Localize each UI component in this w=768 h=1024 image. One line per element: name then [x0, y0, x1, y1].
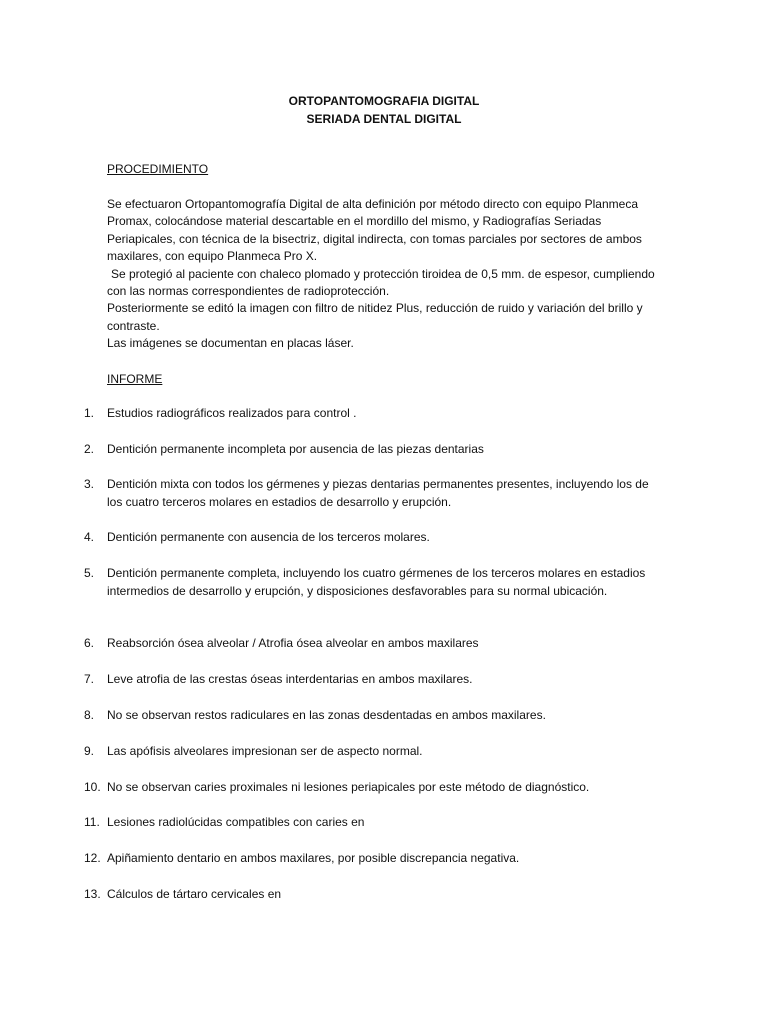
list-item-text: Reabsorción ósea alveolar / Atrofia ósea alveolar en ambos maxilares [107, 636, 479, 650]
list-item-number: 11. [84, 815, 100, 829]
list-item-number: 9. [84, 744, 95, 758]
list-item-number: 10. [84, 780, 101, 794]
list-item-text: Lesiones radiolúcidas compatibles con caries en [107, 815, 365, 829]
procedimiento-paragraph: Las imágenes se documentan en placas láser. [107, 336, 354, 351]
list-item-number: 1. [84, 406, 95, 420]
list-item-number: 7. [84, 672, 95, 686]
list-item-number: 3. [84, 477, 95, 491]
list-item-number: 2. [84, 442, 95, 456]
list-item-number: 12. [84, 851, 101, 865]
title-line-2: SERIADA DENTAL DIGITAL [306, 111, 462, 126]
list-item-number: 4. [84, 530, 95, 544]
list-item-number: 6. [84, 636, 95, 650]
list-item-text: Apiñamiento dentario en ambos maxilares, por posible discrepancia negativa. [107, 851, 520, 865]
list-item-text: Dentición permanente con ausencia de los terceros molares. [107, 530, 430, 544]
document-title [0, 93, 768, 128]
title-line-1: ORTOPANTOMOGRAFIA DIGITAL [288, 94, 480, 108]
list-item-text: Cálculos de tártaro cervicales en [107, 887, 282, 901]
list-item-text: Estudios radiográficos realizados para control . [107, 406, 357, 420]
list-item-text: No se observan caries proximales ni lesiones periapicales por este método de diagnóstico. [107, 780, 590, 794]
list-item-text: Dentición mixta con todos los gérmenes y piezas dentarias permanentes presentes, incluyendo los de los cuatro terceros molares en estadios de desarrollo y erupción. [107, 477, 649, 509]
list-item-text: Dentición permanente incompleta por ausencia de las piezas dentarias [107, 442, 484, 456]
procedimiento-paragraph: Se protegió al paciente con chaleco plomado y protección tiroidea de 0,5 mm. de espesor, cumpliendo con las normas correspondientes de radioprotección. [107, 266, 655, 299]
procedimiento-heading: PROCEDIMIENTO [107, 162, 209, 176]
list-item-number: 8. [84, 708, 95, 722]
procedimiento-paragraph: Posteriormente se editó la imagen con filtro de nitidez Plus, reducción de ruido y variación del brillo y contraste. [107, 301, 643, 333]
list-item-text: Dentición permanente completa, incluyendo los cuatro gérmenes de los terceros molares en estadios intermedios de desarrollo y erupción, y disposiciones desfavorables para su normal ubicación. [107, 566, 646, 598]
list-item-text: Las apófisis alveolares impresionan ser de aspecto normal. [107, 744, 423, 758]
list-item-number: 5. [84, 566, 95, 580]
list-item-text: No se observan restos radiculares en las zonas desdentadas en ambos maxilares. [107, 708, 546, 722]
list-item-number: 13. [84, 887, 101, 901]
procedimiento-body [107, 196, 667, 353]
procedimiento-paragraph: Se efectuaron Ortopantomografía Digital de alta definición por método directo con equipo Planmeca Promax, colocándose material descartable en el mordillo del mismo, y Radiografías Seriadas Periapicales, con técnica de la bisectriz, digital indirecta, con tomas parciales por sectores de ambos maxilares, con equipo Planmeca Pro X. [107, 197, 642, 264]
informe-heading: INFORME [107, 372, 163, 386]
list-item-text: Leve atrofia de las crestas óseas interdentarias en ambos maxilares. [107, 672, 473, 686]
